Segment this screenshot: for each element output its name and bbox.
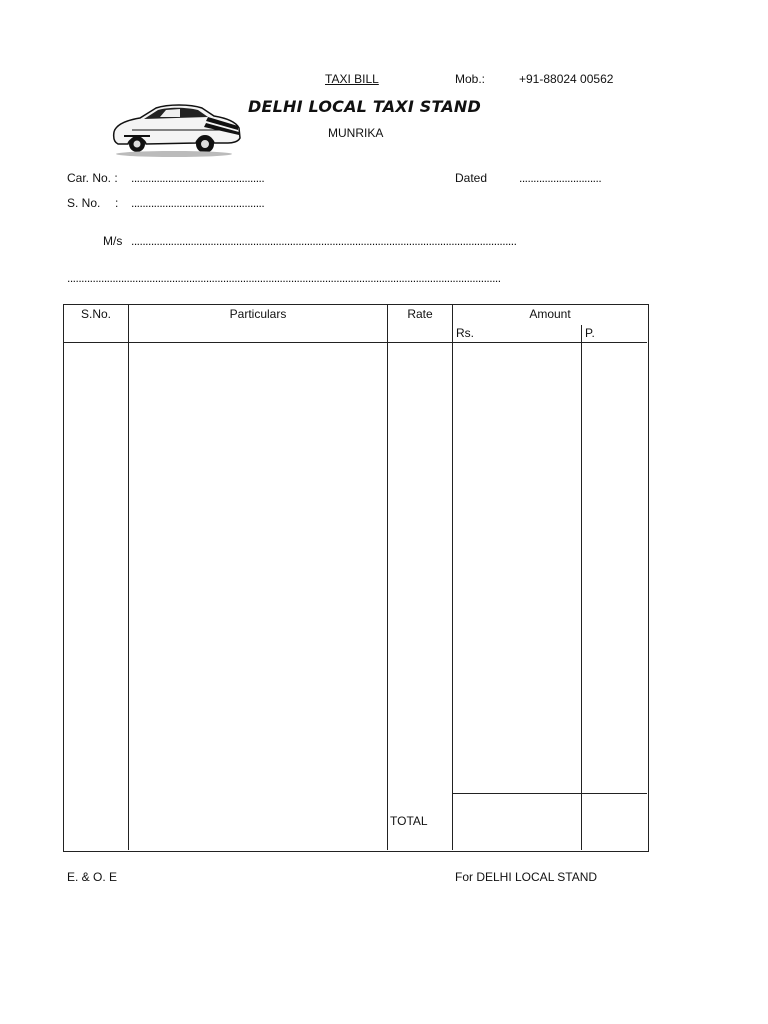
col-header-amount: Amount — [529, 307, 571, 321]
col-divider-rate — [452, 305, 453, 850]
ms-field[interactable]: ........................................................................................................................................ — [131, 234, 517, 248]
sno-label: S. No. — [67, 196, 101, 210]
signature-label: For DELHI LOCAL STAND — [455, 870, 598, 884]
car-no-label: Car. No. : — [67, 171, 118, 185]
col-divider-sno — [128, 305, 129, 850]
header-divider — [64, 342, 647, 343]
location-label: MUNRIKA — [328, 126, 384, 140]
car-icon — [110, 102, 242, 158]
bill-label: TAXI BILL — [325, 72, 379, 86]
col-header-rate: Rate — [407, 307, 433, 321]
sno-field[interactable]: ............................................... — [131, 196, 265, 210]
col-divider-rs — [581, 325, 582, 850]
ms-label: M/s — [103, 234, 123, 248]
car-no-field[interactable]: ............................................... — [131, 171, 265, 185]
col-header-sno: S.No. — [80, 307, 111, 321]
dated-field[interactable]: ............................. — [519, 171, 602, 185]
col-header-particulars: Particulars — [229, 307, 287, 321]
dated-label: Dated — [455, 171, 488, 185]
company-title: DELHI LOCAL TAXI STAND — [248, 97, 482, 116]
address-field[interactable]: ......................................................................................................................................................... — [67, 271, 501, 285]
mob-number: +91-88024 00562 — [519, 72, 614, 86]
col-header-p: P. — [585, 326, 595, 340]
bill-table — [63, 304, 649, 852]
col-header-rs: Rs. — [456, 326, 474, 340]
col-divider-particulars — [387, 305, 388, 850]
mob-label: Mob.: — [455, 72, 486, 86]
eoe-label: E. & O. E — [67, 870, 118, 884]
total-label: TOTAL — [390, 814, 428, 828]
total-divider — [452, 793, 647, 794]
sno-colon: : — [115, 196, 119, 210]
